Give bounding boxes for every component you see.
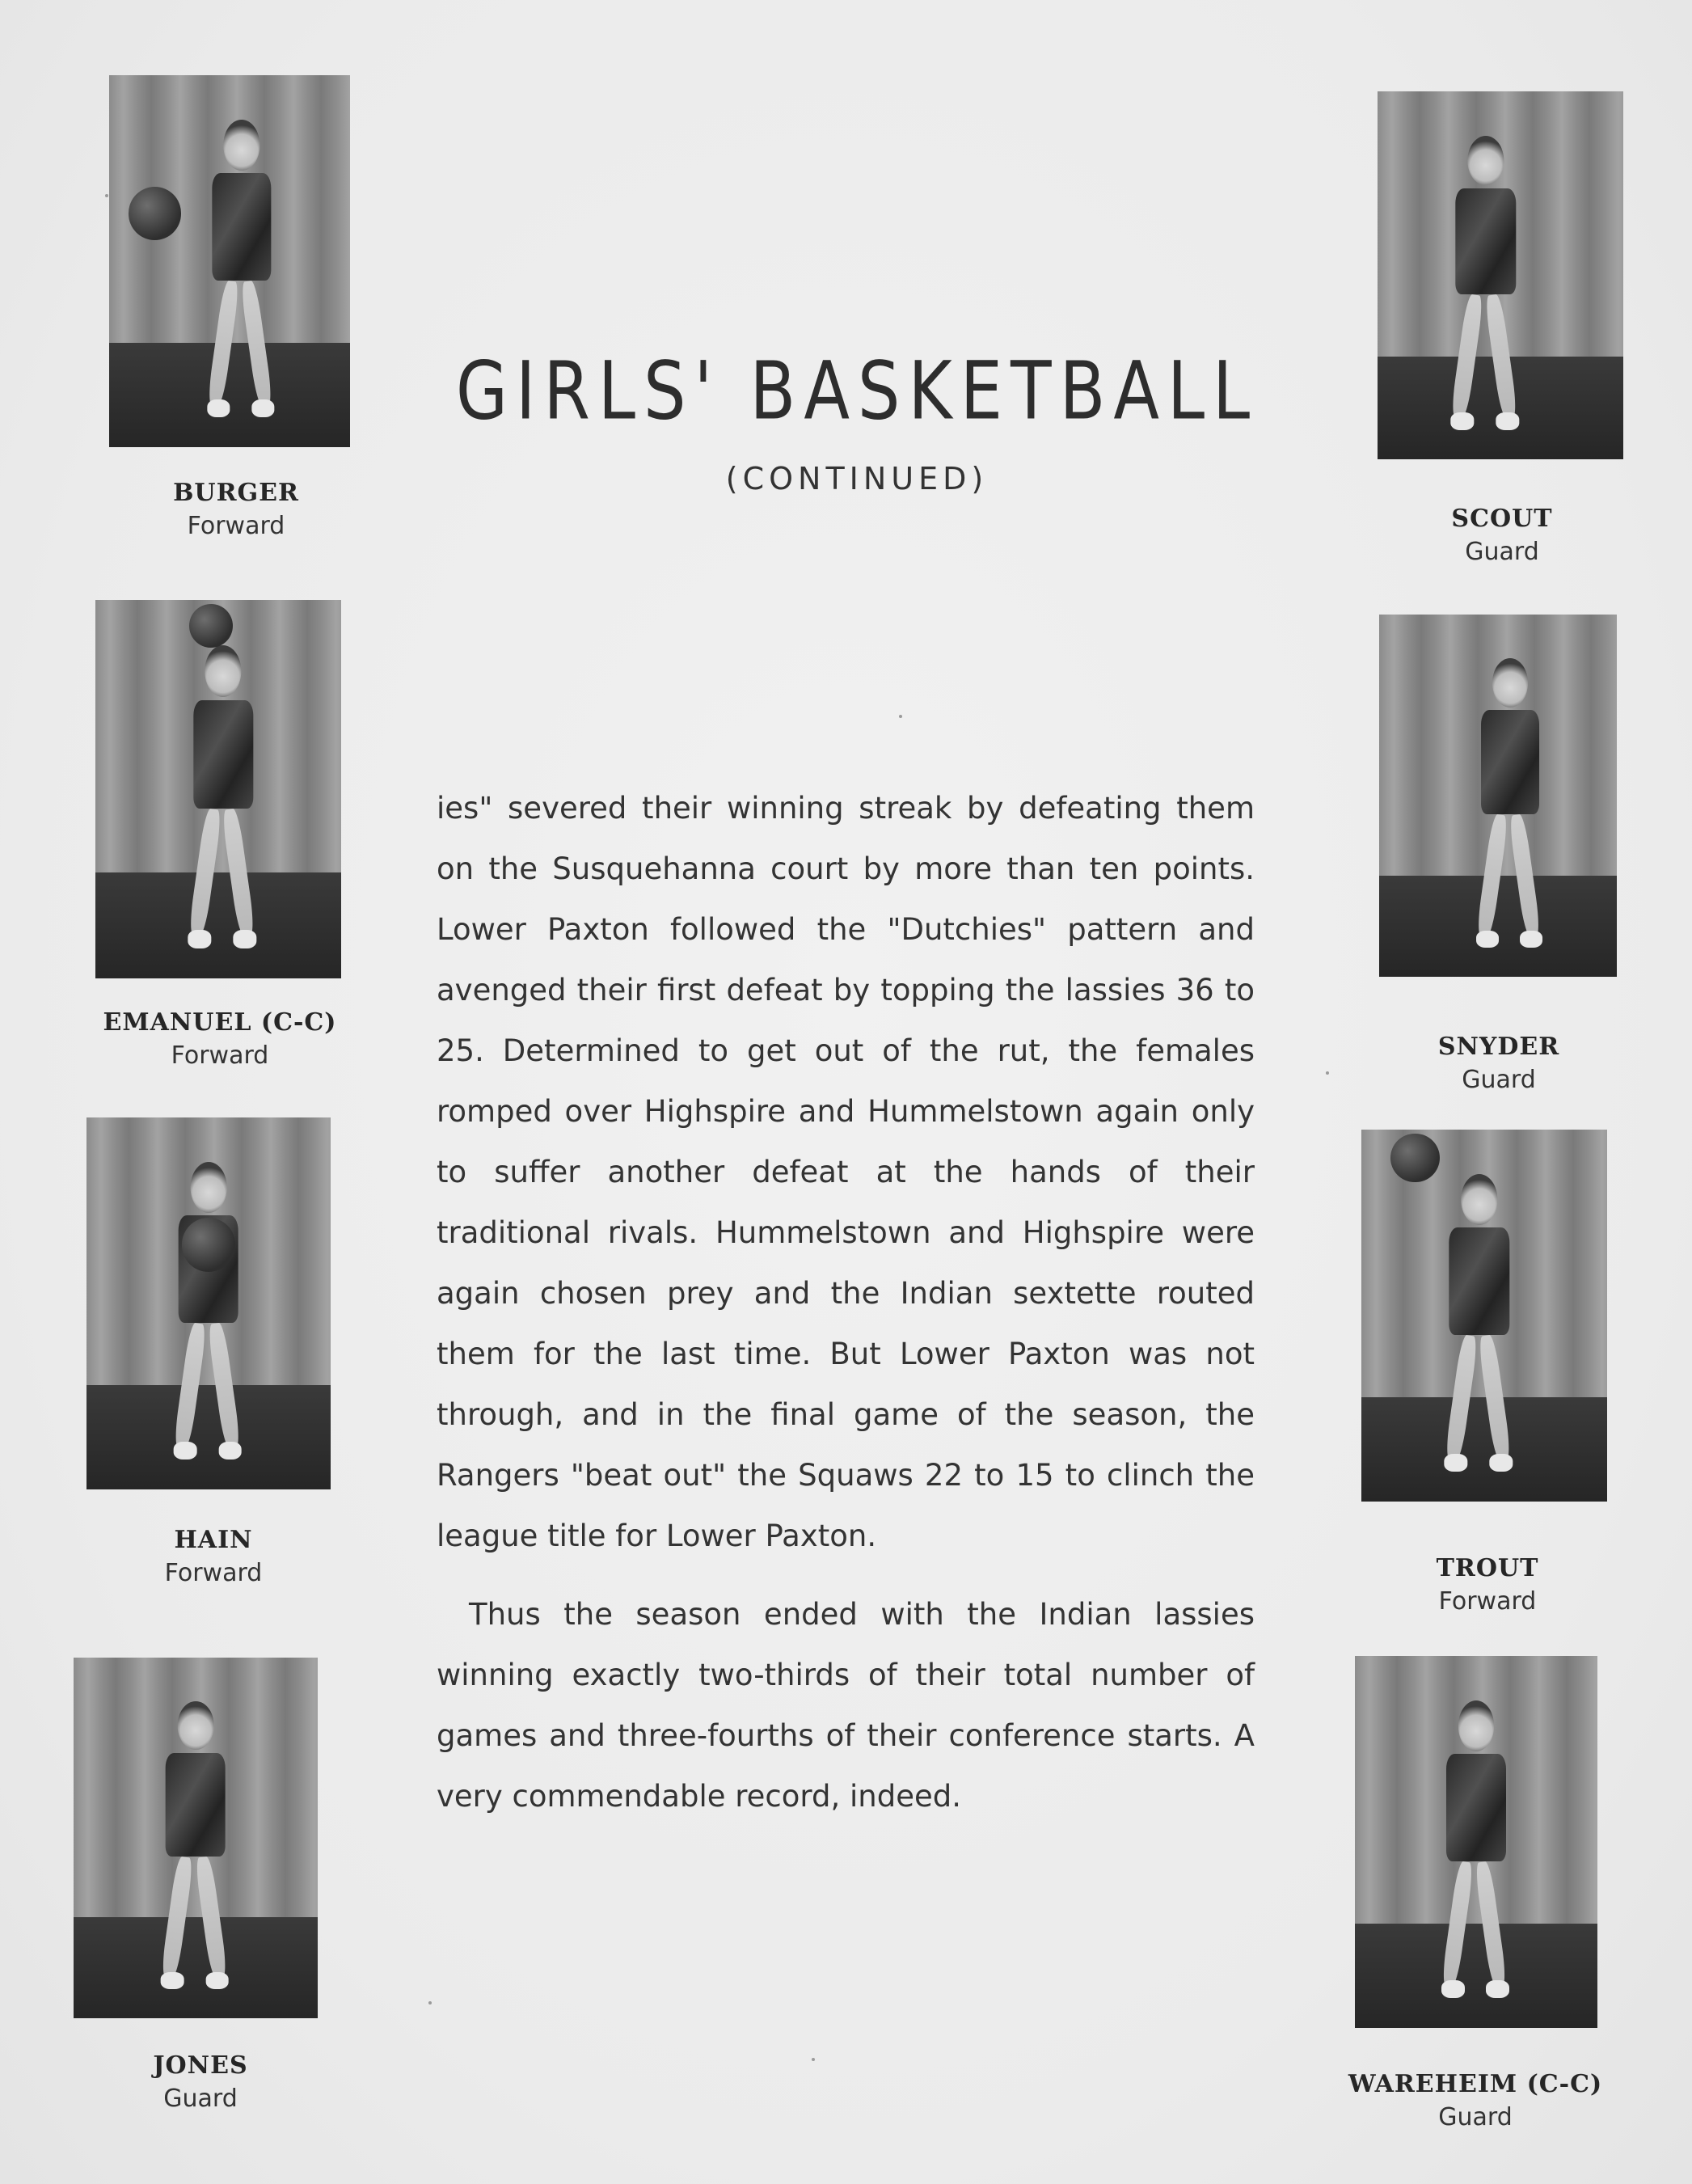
player-position: Guard (1465, 538, 1539, 566)
player-name: SCOUT (1451, 505, 1553, 533)
player-photo-trout (1361, 1130, 1607, 1502)
player-photo-jones (74, 1658, 318, 2018)
player-name: EMANUEL (C-C) (103, 1008, 337, 1037)
player-photo-scout (1378, 91, 1623, 459)
player-caption (68, 1524, 359, 1590)
basketball-icon (182, 1218, 235, 1271)
player-name: BURGER (173, 479, 299, 507)
player-position: Forward (171, 1041, 269, 1070)
player-photo-emanuel (95, 600, 341, 978)
player-caption (1281, 2068, 1669, 2135)
page-title: GIRLS' BASKETBALL (455, 344, 1259, 438)
player-position: Guard (163, 2085, 238, 2113)
player-name: TROUT (1436, 1554, 1539, 1582)
article-paragraph: ies" severed their winning streak by defeating them on the Susquehanna court by more than ten points. Lower Paxton followed the "Dutchies" pattern and avenged their first defeat by topping the lassies 36 to 25. Determined to get out of the rut, the females romped over Highspire and Hummelstown again only to suffer another defeat at the hands of their traditional rivals. Hummelstown and Highspire were again chosen prey and the Indian sextette routed them for the last time. But Lower Paxton was not through, and in the final game of the season, the Rangers "beat out" the Squaws 22 to 15 to clinch the league title for Lower Paxton. (437, 791, 1255, 1553)
player-position: Forward (1438, 1587, 1537, 1616)
paper-speck (428, 2001, 432, 2004)
player-caption (1342, 1552, 1633, 1619)
paper-speck (1326, 1071, 1329, 1075)
player-photo-wareheim (1355, 1656, 1597, 2028)
page-subtitle: (CONTINUED) (725, 461, 989, 496)
paper-speck (899, 715, 902, 718)
player-name: HAIN (174, 1526, 253, 1554)
player-caption (1357, 503, 1648, 569)
player-position: Forward (187, 512, 285, 540)
player-photo-snyder (1379, 615, 1617, 977)
player-name: JONES (153, 2051, 248, 2080)
article-paragraph: Thus the season ended with the Indian lassies winning exactly two-thirds of their total number of games and three-fourths of their conference starts. A very commendable record, indeed. (437, 1597, 1255, 1814)
paper-speck (105, 194, 108, 197)
player-name: SNYDER (1437, 1033, 1560, 1061)
player-caption (55, 2050, 346, 2116)
player-photo-hain (86, 1117, 331, 1489)
player-name: WAREHEIM (C-C) (1348, 2070, 1603, 2098)
player-photo-burger (109, 75, 350, 447)
player-position: Guard (1462, 1066, 1536, 1094)
paper-speck (812, 2058, 815, 2061)
basketball-icon (129, 187, 182, 240)
article-body (437, 778, 1255, 1827)
player-caption (74, 1007, 365, 1073)
player-position: Guard (1438, 2103, 1513, 2131)
player-caption (91, 477, 382, 543)
basketball-icon (1390, 1134, 1440, 1183)
player-position: Forward (164, 1559, 263, 1587)
player-caption (1353, 1031, 1644, 1097)
